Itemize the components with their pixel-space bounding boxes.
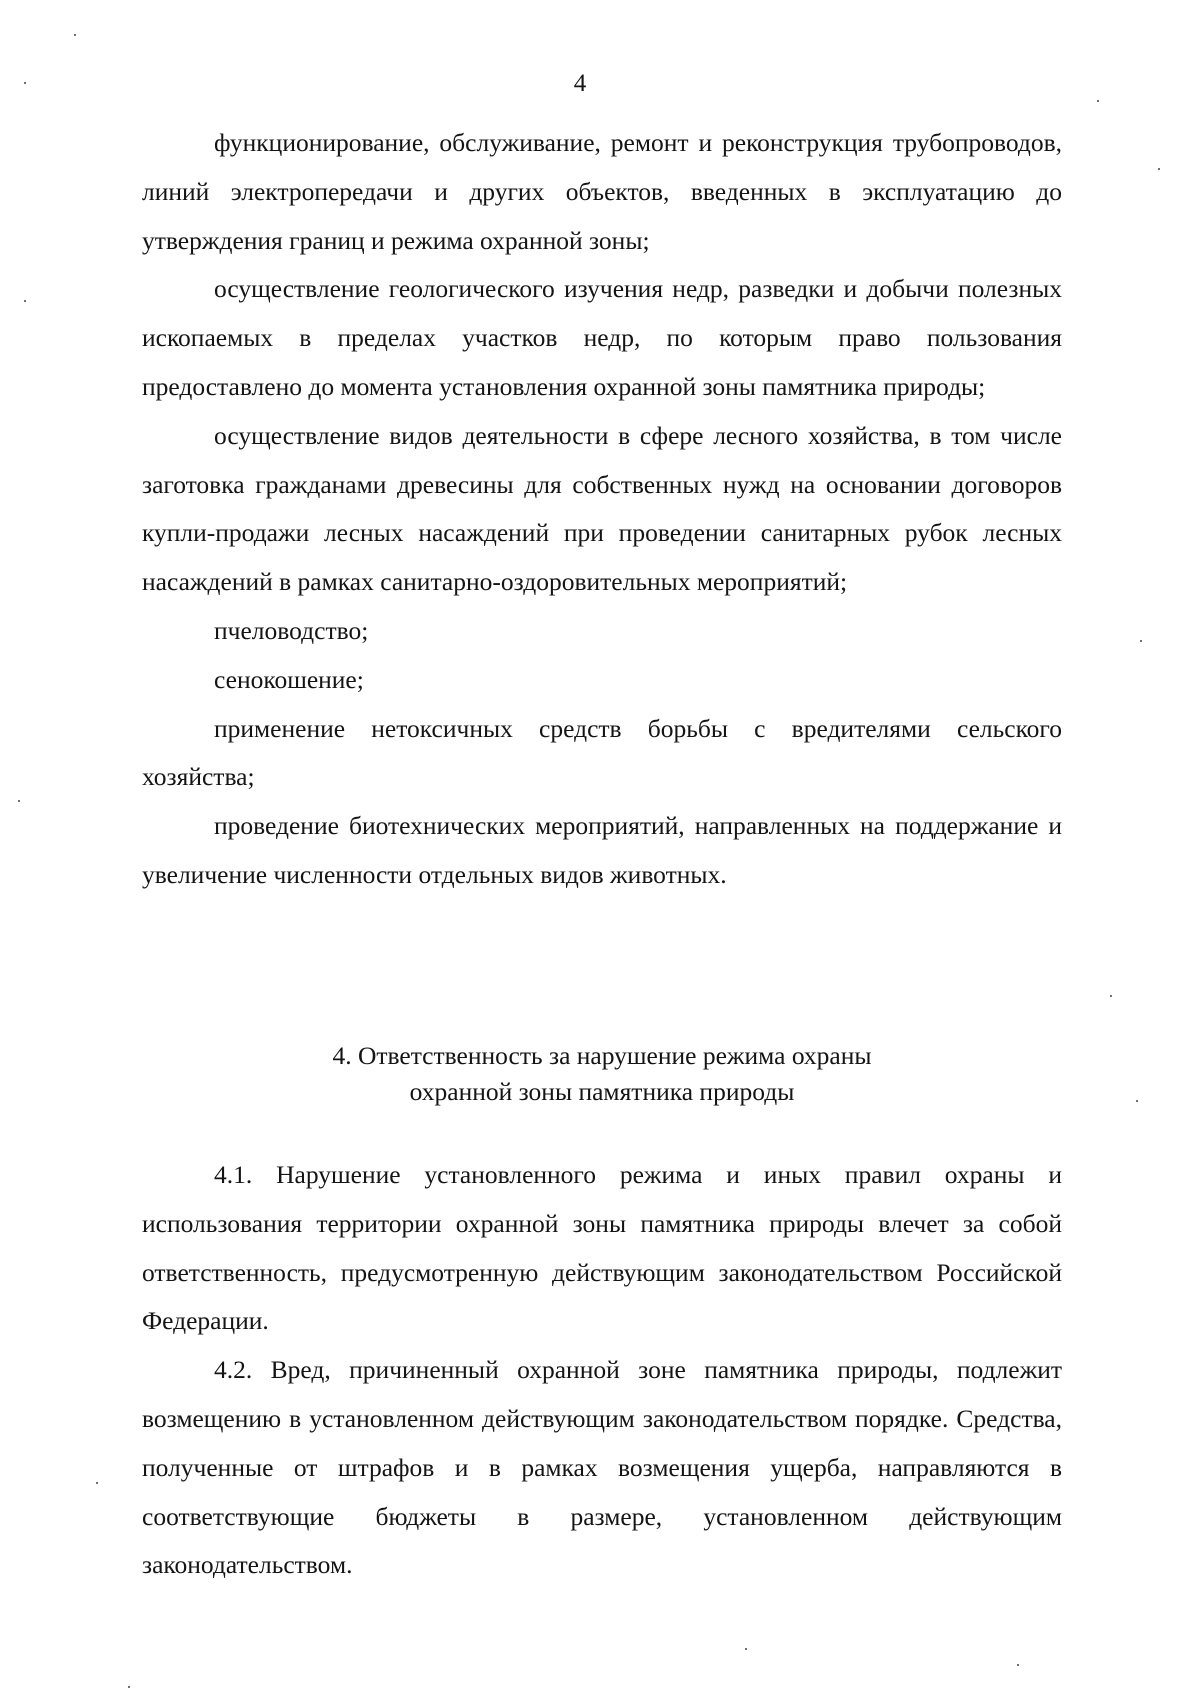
scan-speck <box>1140 640 1142 642</box>
scan-speck <box>74 34 76 36</box>
paragraph-pest-control: применение нетоксичных средств борьбы с вредителями сельского хозяйства; <box>142 713 1062 792</box>
section-body <box>142 1151 1062 1590</box>
paragraph-geology: осуществление геологического изучения недр, разведки и добычи полезных ископаемых в пределах участков недр, по которым право пользования предоставлено до момента установления охранной зоны памятника природы; <box>142 274 1062 401</box>
paragraph-biotechnical: проведение биотехнических мероприятий, направленных на поддержание и увеличение численности отдельных видов животных. <box>142 811 1062 889</box>
scan-speck <box>24 82 26 84</box>
document-body <box>142 119 1062 900</box>
paragraph-forestry: осуществление видов деятельности в сфере лесного хозяйства, в том числе заготовка гражданами древесины для собственных нужд на основании договоров купли-продажи лесных насаждений при проведении санитарных рубок лесных насаждений в рамках санитарно-оздоровительных мероприятий; <box>142 420 1062 597</box>
paragraph-haymaking: сенокошение; <box>214 664 364 694</box>
page-number: 4 <box>573 70 587 97</box>
scan-speck <box>745 1648 747 1650</box>
scan-speck <box>1158 168 1160 170</box>
scan-speck <box>128 1686 130 1688</box>
paragraph-4-2: 4.2. Вред, причиненный охранной зоне памятника природы, подлежит возмещению в установленном действующим законодательством порядке. Средства, полученные от штрафов и в рамках возмещения ущерба, направляются в соответствующие бюджеты в размере, установленном действующим законодательством. <box>142 1355 1062 1580</box>
scan-speck <box>1017 1664 1019 1666</box>
paragraph-4-1: 4.1. Нарушение установленного режима и иных правил охраны и использования территории охранной зоны памятника природы влечет за собой ответственность, предусмотренную действующим законодательством Российской Федерации. <box>142 1160 1062 1336</box>
scan-speck <box>1136 1100 1138 1102</box>
paragraph-beekeeping: пчеловодство; <box>214 615 369 645</box>
section-heading-line-2: охранной зоны памятника природы <box>409 1077 795 1106</box>
section-heading-line-1: 4. Ответственность за нарушение режима охраны <box>332 1041 872 1070</box>
section-heading <box>142 1038 1062 1110</box>
scan-speck <box>1097 100 1099 102</box>
scan-speck <box>1110 995 1112 997</box>
scan-speck <box>24 300 26 302</box>
paragraph-pipelines: функционирование, обслуживание, ремонт и реконструкция трубопроводов, линий электропередачи и других объектов, введенных в эксплуатацию до утверждения границ и режима охранной зоны; <box>142 128 1062 255</box>
scan-speck <box>96 1482 98 1484</box>
scan-speck <box>18 800 20 802</box>
